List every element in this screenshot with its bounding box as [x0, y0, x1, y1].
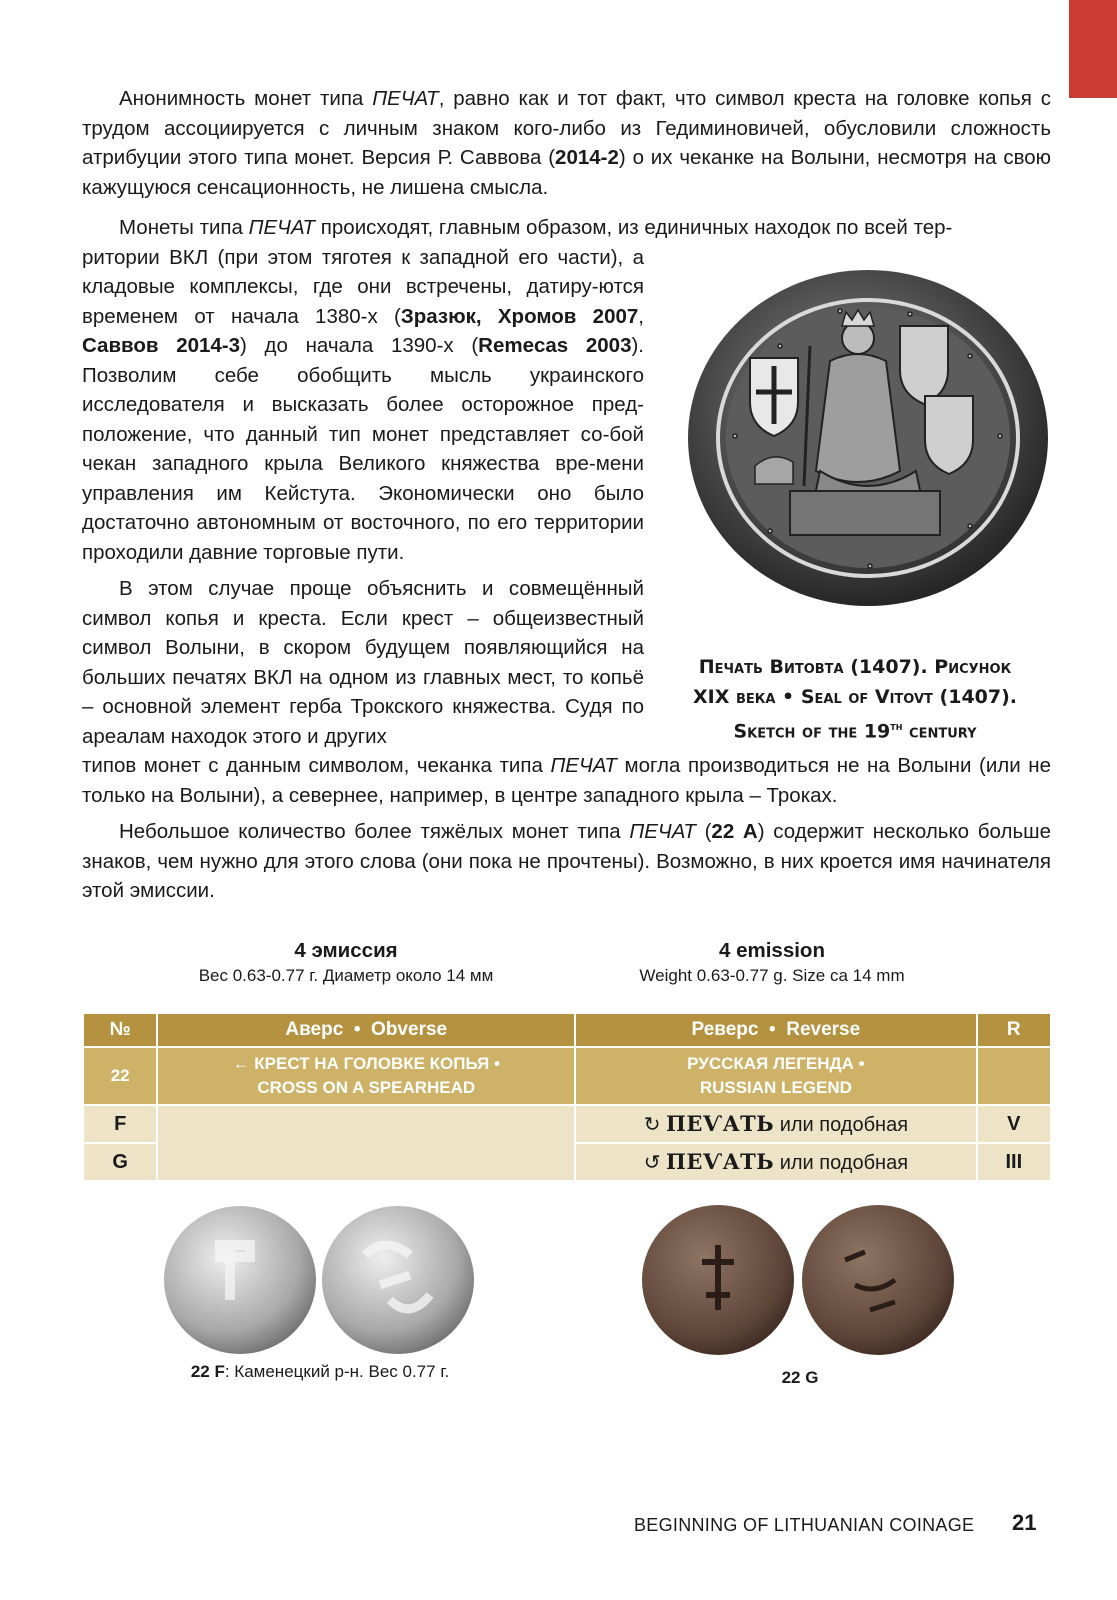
- para1-emph: ПЕЧАТ: [372, 87, 439, 110]
- type-number: 22: [83, 1047, 157, 1105]
- seal-caption-line-2: XIX века • Seal of Vitovt (1407).: [692, 685, 1018, 708]
- para2-text-a: Монеты типа: [119, 216, 249, 239]
- para2-text-c: ритории ВКЛ (при этом тяготея к западной его части), а кладовые комплексы, где они встречены, датиру-ются временем от начала 1380-х (: [82, 245, 644, 328]
- type-obverse-ru: ← КРЕСТ НА ГОЛОВКЕ КОПЬЯ •: [232, 1054, 500, 1073]
- type-reverse-ru: РУССКАЯ ЛЕГЕНДА •: [687, 1054, 865, 1073]
- para3-text-b: типов монет с данным символом, чеканка типа: [82, 754, 551, 777]
- seal-caption-line-3a: Sketch of the 19: [733, 720, 891, 743]
- variant-number: G: [83, 1143, 157, 1181]
- para4-ref: 22 А: [711, 820, 758, 843]
- para3-text-c: могла производиться не на Волыни (или не только на Волыни), а севернее, например, в центре западного крыла – Троках.: [82, 754, 1051, 807]
- seal-caption-sup: th: [890, 720, 903, 733]
- header-rarity: R: [977, 1013, 1051, 1047]
- para2-emph: ПЕЧАТ: [248, 216, 316, 239]
- running-footer: BEGINNING OF LITHUANIAN COINAGE: [634, 1515, 975, 1535]
- seal-of-vitovt-image: [680, 266, 1056, 616]
- table-row: [83, 1105, 1051, 1143]
- legend-text: ПЕѴАТЬ: [666, 1149, 775, 1174]
- header-obverse: Аверс • Obverse: [157, 1013, 575, 1047]
- paragraph-1: [82, 84, 1051, 202]
- para3-text-a: В этом случае проще объяснить и совмещённый символ копья и креста. Если крест – общеизвестный символ Волыни, в скором будущем появляющийся на больших печатях ВКЛ на одном из главных мест, то копьё – основной элемент герба Трокского княжества. Судя по ареалам находок этого и других: [82, 577, 644, 748]
- table-row-type-22: [83, 1047, 1051, 1105]
- type-reverse-cell: [575, 1047, 976, 1105]
- type-obverse-en: CROSS ON A SPEARHEAD: [257, 1078, 476, 1097]
- chapter-corner-tab: [1069, 0, 1117, 98]
- emission-title-en: 4 emission: [719, 939, 825, 962]
- emission-title-ru: 4 эмиссия: [294, 939, 398, 962]
- emission-sub-en: Weight 0.63-0.77 g. Size ca 14 mm: [639, 966, 905, 985]
- type-reverse-en: RUSSIAN LEGEND: [699, 1078, 852, 1097]
- coin-type-table: [82, 1012, 1052, 1182]
- para2-text-b: происходят, главным образом, из единичных находок по всей тер-: [315, 216, 953, 239]
- para3-emph: ПЕЧАТ: [550, 754, 617, 777]
- para2-ref-3: Remecas 2003: [478, 334, 632, 357]
- type-obverse-cell: [157, 1047, 575, 1105]
- legend-suffix: или подобная: [774, 1152, 909, 1174]
- para1-text-a: Анонимность монет типа: [119, 87, 373, 110]
- para4-text-b: (: [695, 820, 712, 843]
- page-number: 21: [1012, 1510, 1037, 1535]
- coin-22f-image: [160, 1200, 480, 1360]
- coin-22g-image: [640, 1200, 960, 1360]
- variant-number: F: [83, 1105, 157, 1143]
- legend-suffix: или подобная: [774, 1114, 909, 1136]
- header-reverse: Реверс • Reverse: [575, 1013, 976, 1047]
- para1-ref: 2014-2: [555, 146, 619, 169]
- coin-22g-label: 22 G: [781, 1368, 819, 1387]
- variant-reverse-cell: [575, 1143, 976, 1181]
- variant-rarity: V: [977, 1105, 1051, 1143]
- type-rarity-cell: [977, 1047, 1051, 1105]
- paragraph-4: [82, 817, 1051, 906]
- variant-obverse-empty-cell: [157, 1105, 575, 1181]
- header-number: №: [83, 1013, 157, 1047]
- variant-reverse-cell: [575, 1105, 976, 1143]
- variant-rarity: III: [977, 1143, 1051, 1181]
- para4-emph: ПЕЧАТ: [629, 820, 696, 843]
- coin-22f-desc: : Каменецкий р-н. Вес 0.77 г.: [224, 1362, 450, 1381]
- coin-22f-caption: [160, 1362, 480, 1382]
- legend-text: ПЕѴАТЬ: [666, 1111, 775, 1136]
- seal-caption-line-3b: century: [902, 720, 977, 743]
- table-header-row: [83, 1013, 1051, 1047]
- para4-text-a: Небольшое количество более тяжёлых монет типа: [119, 820, 630, 843]
- para2-ref-2: Саввов 2014-3: [82, 334, 241, 357]
- emission-heading-ru: [106, 938, 586, 988]
- para1-text-b: , равно как и тот факт, что символ креста на головке копья с трудом ассоциируется с личным знаком кого-либо из Гедиминовичей, обусловили сложность атрибуции этого типа монет. Версия Р. Саввова (: [82, 87, 1051, 169]
- seal-caption: [650, 653, 1060, 747]
- para2-text-d: ) до начала 1390-х (: [240, 334, 479, 357]
- para4-text-c: ) содержит несколько больше знаков, чем нужно для этого слова (они пока не прочтены). Возможно, в них кроется имя начинателя этой эмиссии.: [82, 820, 1051, 902]
- para2-ref-1: Зразюк, Хромов 2007: [400, 304, 639, 328]
- clockwise-arrow-icon: ↻: [643, 1114, 661, 1136]
- seal-caption-line-1: Печать Витовта (1407). Рисунок: [698, 656, 1012, 678]
- emission-heading-en: [532, 938, 1012, 988]
- coin-22f-label: 22 F: [190, 1362, 225, 1381]
- emission-sub-ru: Вес 0.63-0.77 г. Диаметр около 14 мм: [198, 966, 494, 985]
- para2-sep: ,: [638, 304, 644, 328]
- para1-text-c: ) о их чеканке на Волыни, несмотря на свою кажущуюся сенсационность, не лишена смысла.: [82, 146, 1052, 199]
- counterclockwise-arrow-icon: ↺: [643, 1152, 661, 1174]
- para2-text-e: ). Позволим себе обобщить мысль украинского исследователя и высказать более осторожное пред-положение, что данный тип монет представляет со-бой чекан западного крыла Великого княжества вре-мени управления им Кейстута. Экономически оно было достаточно автономным от восточного, по его территории проходили давние торговые пути.: [82, 334, 645, 564]
